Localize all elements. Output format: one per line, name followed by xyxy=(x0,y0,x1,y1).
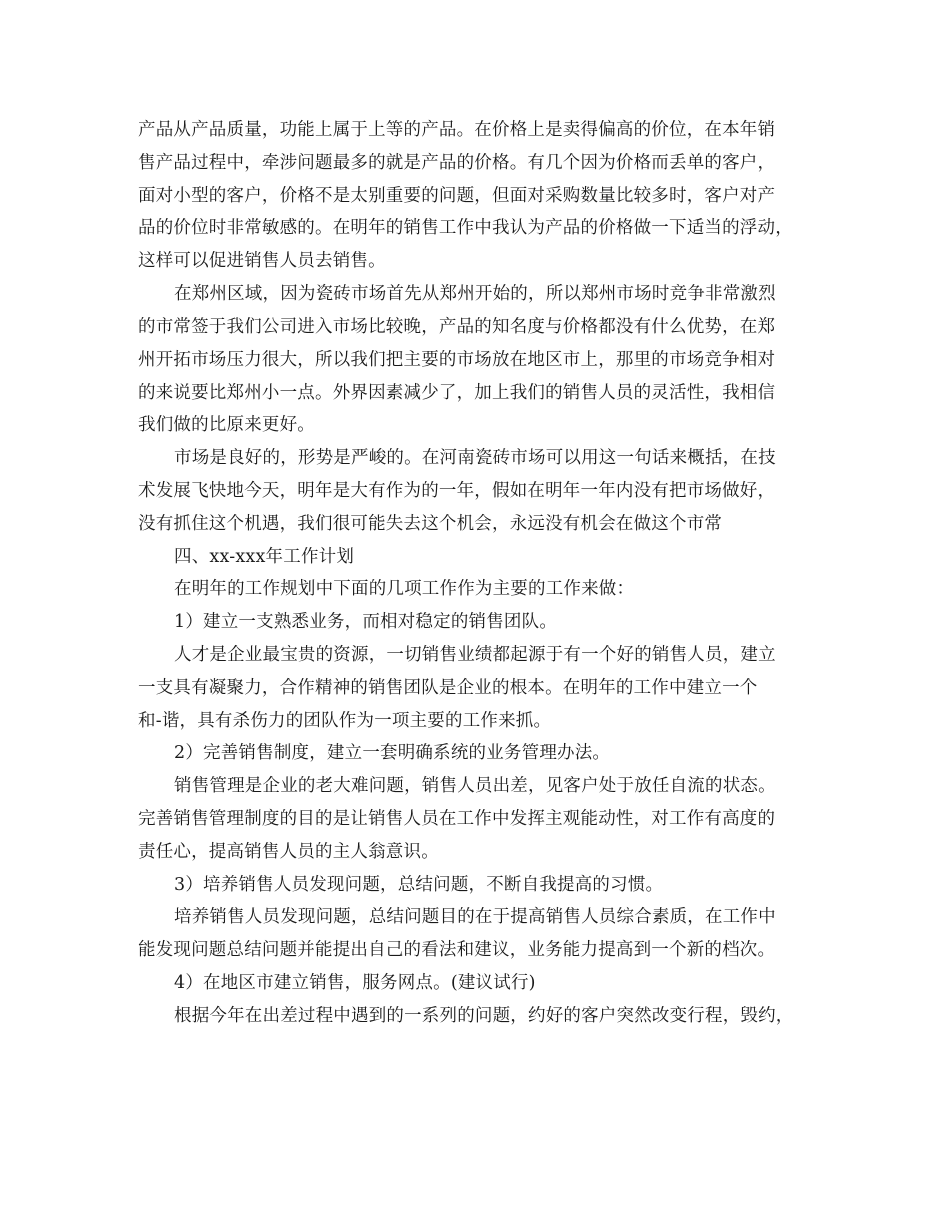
text-line: 和-谐，具有杀伤力的团队作为一项主要的工作来抓。 xyxy=(138,711,552,731)
text-line: 面对小型的客户，价格不是太别重要的问题，但面对采购数量比较多时，客户对产 xyxy=(138,186,776,206)
text-line: 能发现问题总结问题并能提出自己的看法和建议，业务能力提高到一个新的档次。 xyxy=(138,940,776,960)
paragraph-first-line: 根据今年在出差过程中遇到的一系列的问题，约好的客户突然改变行程，毁约， xyxy=(174,1006,794,1026)
list-item-heading: 1）建立一支熟悉业务，而相对稳定的销售团队。 xyxy=(174,612,558,632)
paragraph-first-line: 销售管理是企业的老大难问题，销售人员出差，见客户处于放任自流的状态。 xyxy=(174,776,776,796)
paragraph-first-line: 培养销售人员发现问题，总结问题目的在于提高销售人员综合素质，在工作中 xyxy=(174,907,776,927)
text-line: 的市常签于我们公司进入市场比较晚，产品的知名度与价格都没有什么优势，在郑 xyxy=(138,317,776,337)
paragraph-first-line: 在明年的工作规划中下面的几项工作作为主要的工作来做： xyxy=(174,579,635,599)
paragraph-first-line: 人才是企业最宝贵的资源，一切销售业绩都起源于有一个好的销售人员，建立 xyxy=(174,645,776,665)
text-line: 产品从产品质量，功能上属于上等的产品。在价格上是卖得偏高的价位，在本年销 xyxy=(138,120,776,140)
text-line: 一支具有凝聚力，合作精神的销售团队是企业的根本。在明年的工作中建立一个 xyxy=(138,678,758,698)
list-item-heading: 3）培养销售人员发现问题，总结问题，不断自我提高的习惯。 xyxy=(174,875,664,895)
section-heading: 四、xx-xxx年工作计划 xyxy=(174,547,355,567)
text-line: 售产品过程中，牵涉问题最多的就是产品的价格。有几个因为价格而丢单的客户， xyxy=(138,153,776,173)
text-line: 品的价位时非常敏感的。在明年的销售工作中我认为产品的价格做一下适当的浮动， xyxy=(138,218,793,238)
text-line: 责任心，提高销售人员的主人翁意识。 xyxy=(138,842,439,862)
text-line: 这样可以促进销售人员去销售。 xyxy=(138,251,386,271)
text-line: 术发展飞快地今天，明年是大有作为的一年，假如在明年一年内没有把市场做好， xyxy=(138,481,776,501)
text-line: 没有抓住这个机遇，我们很可能失去这个机会，永远没有机会在做这个市常 xyxy=(138,514,723,534)
paragraph-first-line: 在郑州区域，因为瓷砖市场首先从郑州开始的，所以郑州市场时竞争非常激烈 xyxy=(174,284,776,304)
list-item-heading: 2）完善销售制度，建立一套明确系统的业务管理办法。 xyxy=(174,743,611,763)
text-line: 的来说要比郑州小一点。外界因素减少了，加上我们的销售人员的灵活性，我相信 xyxy=(138,383,776,403)
text-line: 我们做的比原来更好。 xyxy=(138,415,315,435)
text-line: 州开拓市场压力很大，所以我们把主要的市场放在地区市上，那里的市场竞争相对 xyxy=(138,350,776,370)
paragraph-first-line: 市场是良好的，形势是严峻的。在河南瓷砖市场可以用这一句话来概括，在技 xyxy=(174,448,776,468)
list-item-heading: 4）在地区市建立销售，服务网点。(建议试行) xyxy=(174,973,536,993)
text-line: 完善销售管理制度的目的是让销售人员在工作中发挥主观能动性，对工作有高度的 xyxy=(138,809,776,829)
